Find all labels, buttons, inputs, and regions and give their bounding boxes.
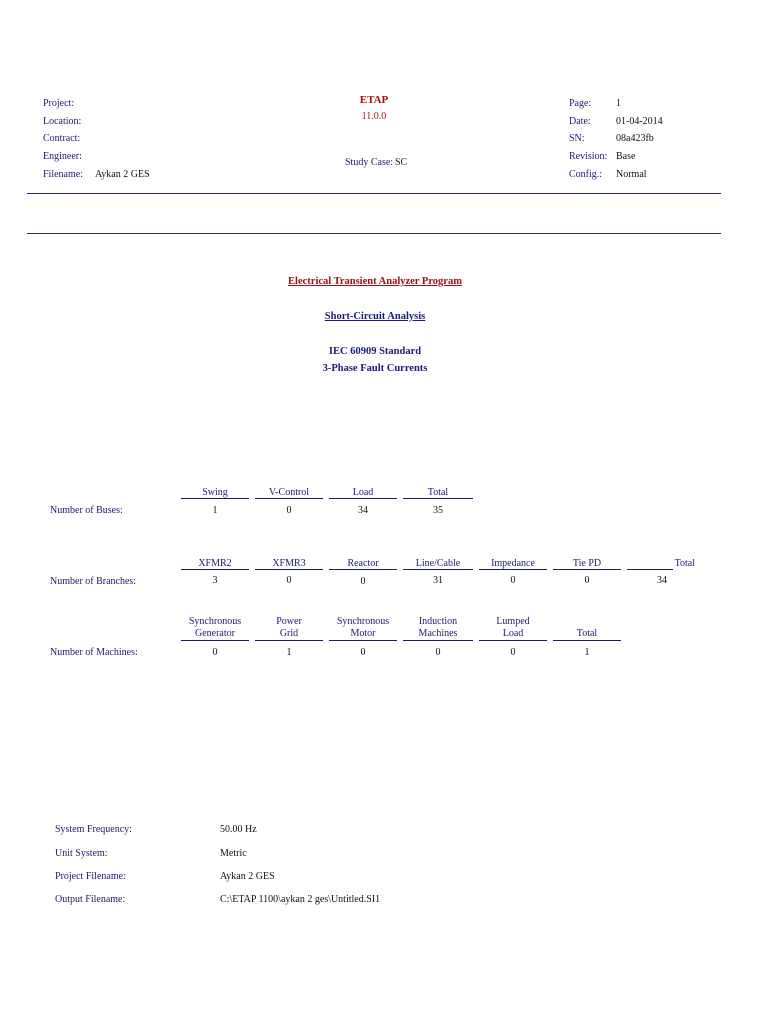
location-label: Location:	[43, 116, 82, 127]
machines-head-syncmotor-2: Motor	[350, 628, 376, 639]
machines-head-syncmotor-1: Synchronous	[336, 616, 390, 627]
buses-rule	[181, 498, 249, 499]
buses-rule	[403, 498, 473, 499]
branches-head-impedance: Impedance	[491, 558, 535, 569]
branches-value-linecable: 31	[433, 575, 443, 586]
unit-system-label: Unit System:	[55, 848, 108, 859]
branches-value-total: 34	[657, 575, 667, 586]
branches-head-reactor: Reactor	[347, 558, 379, 569]
study-case-value: SC	[395, 157, 408, 168]
buses-value-total: 35	[433, 505, 443, 516]
branches-rule	[181, 569, 249, 570]
machines-rule	[329, 640, 397, 641]
output-filename-value: C:\ETAP 1100\aykan 2 ges\Untitled.SI1	[220, 894, 381, 905]
machines-rule	[255, 640, 323, 641]
branches-head-tiepd: Tie PD	[572, 558, 602, 569]
app-name: ETAP	[359, 94, 389, 106]
machines-row-label: Number of Machines:	[50, 647, 138, 658]
sn-label: SN:	[569, 133, 585, 144]
machines-head-induction-2: Machines	[418, 628, 458, 639]
branches-row-label: Number of Branches:	[50, 576, 137, 587]
machines-value-induction: 0	[435, 647, 441, 658]
sn-value: 08a423fb	[616, 133, 654, 144]
machines-head-lumped-1: Lumped	[496, 616, 530, 627]
buses-row-label: Number of Buses:	[50, 505, 123, 516]
machines-rule	[553, 640, 621, 641]
branches-rule	[255, 569, 323, 570]
branches-head-xfmr2: XFMR2	[198, 558, 232, 569]
machines-value-grid: 1	[286, 647, 292, 658]
machines-head-syncgen-1: Synchronous	[188, 616, 242, 627]
machines-head-grid-1: Power	[276, 616, 302, 627]
branches-rule	[627, 569, 673, 570]
branches-value-xfmr3: 0	[286, 575, 292, 586]
system-frequency-value: 50.00 Hz	[220, 824, 257, 835]
buses-head-load: Load	[352, 487, 374, 498]
revision-label: Revision:	[569, 151, 608, 162]
filename-value: Aykan 2 GES	[95, 169, 150, 180]
machines-rule	[181, 640, 249, 641]
system-frequency-label: System Frequency:	[55, 824, 132, 835]
project-label: Project:	[43, 98, 75, 109]
branches-head-linecable: Line/Cable	[415, 558, 461, 569]
config-value: Normal	[616, 169, 647, 180]
unit-system-value: Metric	[220, 848, 247, 859]
buses-head-swing: Swing	[202, 487, 228, 498]
page-value: 1	[616, 98, 621, 109]
machines-head-induction-1: Induction	[418, 616, 458, 627]
buses-rule	[329, 498, 397, 499]
machines-value-syncgen: 0	[212, 647, 218, 658]
machines-rule	[403, 640, 473, 641]
branches-value-impedance: 0	[510, 575, 516, 586]
date-value: 01-04-2014	[616, 116, 663, 127]
branches-head-xfmr3: XFMR3	[272, 558, 306, 569]
header-divider-top	[27, 193, 721, 194]
buses-head-total: Total	[427, 487, 449, 498]
header-divider-bottom	[27, 233, 721, 234]
machines-value-total: 1	[584, 647, 590, 658]
machines-value-lumped: 0	[510, 647, 516, 658]
branches-rule	[329, 569, 397, 570]
branches-rule	[553, 569, 621, 570]
buses-head-vcontrol: V-Control	[268, 487, 310, 498]
filename-label: Filename:	[43, 169, 83, 180]
branches-head-total: Total	[674, 558, 695, 569]
app-version: 11.0.0	[361, 111, 387, 122]
date-label: Date:	[569, 116, 591, 127]
machines-head-lumped-2: Load	[502, 628, 524, 639]
study-case-label: Study Case:	[345, 157, 394, 168]
project-filename-label: Project Filename:	[55, 871, 126, 882]
machines-head-total: Total	[576, 628, 598, 639]
machines-head-grid-2: Grid	[279, 628, 299, 639]
project-filename-value: Aykan 2 GES	[220, 871, 275, 882]
machines-rule	[479, 640, 547, 641]
branches-value-xfmr2: 3	[212, 575, 218, 586]
program-title: Electrical Transient Analyzer Program	[288, 276, 462, 287]
fault-title: 3-Phase Fault Currents	[322, 363, 428, 374]
engineer-label: Engineer:	[43, 151, 82, 162]
buses-value-load: 34	[358, 505, 368, 516]
buses-value-vcontrol: 0	[286, 505, 292, 516]
config-label: Config.:	[569, 169, 603, 180]
branches-rule	[479, 569, 547, 570]
revision-value: Base	[616, 151, 636, 162]
machines-head-syncgen-2: Generator	[195, 628, 235, 639]
analysis-title: Short-Circuit Analysis	[324, 311, 426, 322]
buses-rule	[255, 498, 323, 499]
contract-label: Contract:	[43, 133, 81, 144]
branches-value-reactor: 0	[360, 576, 366, 587]
branches-rule	[403, 569, 473, 570]
output-filename-label: Output Filename:	[55, 894, 126, 905]
buses-value-swing: 1	[212, 505, 218, 516]
branches-value-tiepd: 0	[584, 575, 590, 586]
machines-value-syncmotor: 0	[360, 647, 366, 658]
page-label: Page:	[569, 98, 592, 109]
standard-title: IEC 60909 Standard	[328, 346, 422, 357]
